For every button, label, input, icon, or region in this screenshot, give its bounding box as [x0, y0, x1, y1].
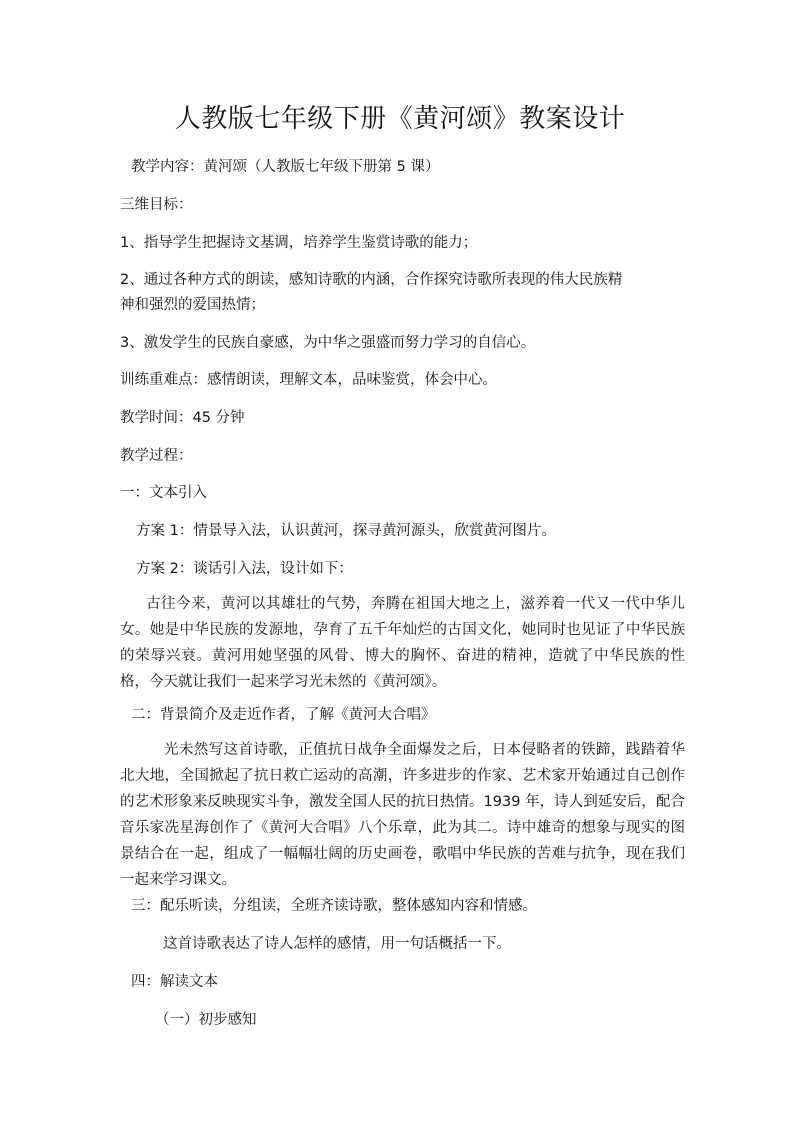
section-1-heading: 一：文本引入 [120, 485, 207, 501]
objective-1: 1、指导学生把握诗文基调，培养学生鉴赏诗歌的能力； [120, 235, 478, 251]
background-paragraph: 光未然写这首诗歌，正值抗日战争全面爆发之后，日本侵略者的铁蹄，践踏着华北大地，全国掀起了抗日救亡运动的高潮，许多进步的作家、艺术家开始通过自己创作的艺术形象来反映现实斗争，激发全国人民的抗日热情。1939 年，诗人到延安后，配合音乐家冼星海创作了《黄河大合唱》八个乐章，此为其二。诗中雄奇的想象与现实的图景结合在一起，组成了一幅幅壮阔的历史画卷，歌唱中华民族的苦难与抗争，现在我们一起来学习课文。 [120, 742, 685, 888]
plan-1: 方案 1：情景导入法，认识黄河，探寻黄河源头，欣赏黄河图片。 [136, 523, 556, 539]
key-points: 训练重难点：感情朗读，理解文本，品味鉴赏，体会中心。 [120, 372, 497, 388]
objectives-heading: 三维目标： [120, 197, 193, 213]
teaching-content: 教学内容：黄河颂（人教版七年级下册第 5 课） [131, 159, 440, 175]
objective-2-line-1: 2、通过各种方式的朗读，感知诗歌的内涵，合作探究诗歌所表现的伟大民族精 [120, 272, 623, 288]
plan-2: 方案 2：谈话引入法，设计如下： [136, 561, 353, 577]
section-2-heading: 二：背景简介及走近作者，了解《黄河大合唱》 [131, 707, 436, 723]
section-4-heading: 四：解读文本 [131, 974, 218, 990]
objective-3: 3、激发学生的民族自豪感，为中华之强盛而努力学习的自信心。 [120, 335, 536, 351]
process-heading: 教学过程： [120, 448, 193, 464]
intro-paragraph: 古往今来，黄河以其雄壮的气势，奔腾在祖国大地之上，滋养着一代又一代中华儿女。她是中华民族的发源地，孕育了五千年灿烂的古国文化，她同时也见证了中华民族的荣辱兴衰。黄河用她坚强的风骨、博大的胸怀、奋进的精神，造就了中华民族的性格，今天就让我们一起来学习光未然的《黄河颂》。 [120, 596, 685, 690]
teaching-time: 教学时间：45 分钟 [120, 410, 245, 426]
discussion-question: 这首诗歌表达了诗人怎样的感情，用一句话概括一下。 [163, 936, 511, 952]
objective-2-line-2: 神和强烈的爱国热情； [120, 297, 265, 313]
subsection-1-heading: （一）初步感知 [155, 1012, 257, 1028]
section-3-heading: 三：配乐听读，分组读，全班齐读诗歌，整体感知内容和情感。 [131, 898, 537, 914]
document-title: 人教版七年级下册《黄河颂》教案设计 [174, 104, 626, 134]
